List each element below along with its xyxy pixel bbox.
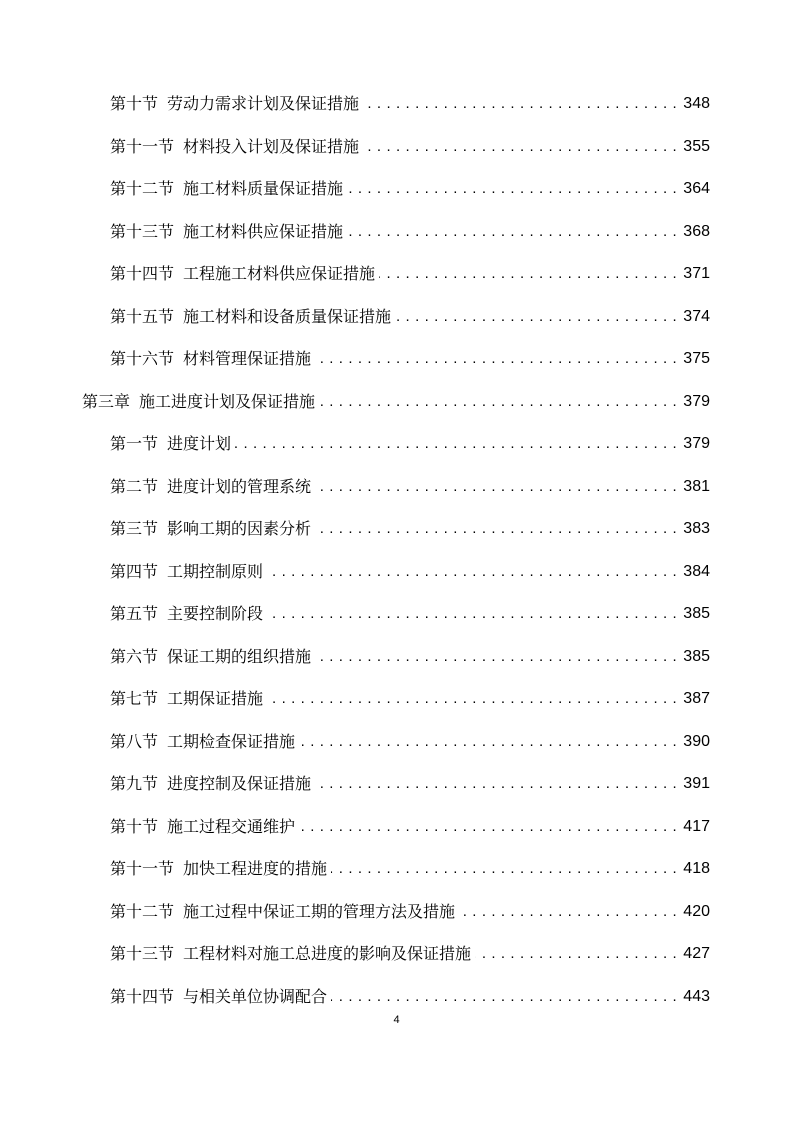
toc-dot-leader xyxy=(379,259,677,289)
toc-entry-number: 第一节 xyxy=(110,434,159,453)
toc-entry[interactable] xyxy=(110,344,710,374)
toc-entry[interactable] xyxy=(110,132,710,162)
toc-entry-title: 与相关单位协调配合 xyxy=(183,987,328,1006)
toc-entry-title: 进度计划 xyxy=(167,434,232,453)
toc-entry[interactable] xyxy=(110,217,710,247)
toc-dot-leader xyxy=(347,174,677,204)
toc-entry-number: 第十三节 xyxy=(110,222,175,241)
toc-entry[interactable] xyxy=(110,897,710,927)
toc-entry-title: 工期检查保证措施 xyxy=(167,732,296,751)
toc-dot-leader xyxy=(459,897,677,927)
toc-entry-page: 391 xyxy=(683,775,710,792)
toc-chapter-entry[interactable] xyxy=(82,387,710,417)
toc-entry-number: 第十节 xyxy=(110,817,159,836)
toc-entry-page: 379 xyxy=(683,393,710,410)
toc-entry[interactable] xyxy=(110,684,710,714)
toc-entry[interactable] xyxy=(110,89,710,119)
toc-entry-number: 第十节 xyxy=(110,94,159,113)
toc-dot-leader xyxy=(299,727,677,757)
toc-entry-title: 保证工期的组织措施 xyxy=(167,647,312,666)
toc-dot-leader xyxy=(267,557,677,587)
toc-entry-number: 第七节 xyxy=(110,689,159,708)
toc-entry-number: 第十五节 xyxy=(110,307,175,326)
toc-dot-leader xyxy=(267,684,677,714)
toc-entry-number: 第三章 xyxy=(82,392,131,411)
toc-entry-number: 第十六节 xyxy=(110,349,175,368)
toc-dot-leader xyxy=(315,514,677,544)
toc-entry-page: 418 xyxy=(683,860,710,877)
toc-dot-leader xyxy=(331,982,677,1012)
toc-entry-title: 进度控制及保证措施 xyxy=(167,774,312,793)
toc-entry-page: 364 xyxy=(683,180,710,197)
toc-entry-title: 施工材料和设备质量保证措施 xyxy=(183,307,392,326)
toc-entry-number: 第十一节 xyxy=(110,859,175,878)
toc-dot-leader xyxy=(331,854,677,884)
toc-entry-title: 影响工期的因素分析 xyxy=(167,519,312,538)
toc-dot-leader xyxy=(363,89,677,119)
toc-entry-page: 383 xyxy=(683,520,710,537)
toc-entry-title: 工程材料对施工总进度的影响及保证措施 xyxy=(183,944,472,963)
toc-dot-leader xyxy=(347,217,677,247)
toc-entry-page: 390 xyxy=(683,733,710,750)
toc-dot-leader xyxy=(363,132,677,162)
toc-entry-page: 355 xyxy=(683,138,710,155)
toc-entry-title: 施工进度计划及保证措施 xyxy=(139,392,316,411)
toc-entry-page: 384 xyxy=(683,563,710,580)
toc-entry-title: 加快工程进度的措施 xyxy=(183,859,328,878)
toc-entry[interactable] xyxy=(110,727,710,757)
toc-entry[interactable] xyxy=(110,472,710,502)
toc-entry-title: 施工材料供应保证措施 xyxy=(183,222,344,241)
toc-entry[interactable] xyxy=(110,599,710,629)
toc-dot-leader xyxy=(235,429,677,459)
toc-entry-page: 385 xyxy=(683,648,710,665)
page-number: 4 xyxy=(393,1014,400,1026)
toc-entry-title: 工程施工材料供应保证措施 xyxy=(183,264,376,283)
toc-entry-page: 385 xyxy=(683,605,710,622)
toc-dot-leader xyxy=(315,472,677,502)
toc-entry-page: 420 xyxy=(683,903,710,920)
toc-entry-page: 427 xyxy=(683,945,710,962)
toc-entry-number: 第十二节 xyxy=(110,902,175,921)
toc-entry-page: 368 xyxy=(683,223,710,240)
toc-entry-page: 371 xyxy=(683,265,710,282)
toc-entry-title: 工期保证措施 xyxy=(167,689,264,708)
toc-entry-page: 379 xyxy=(683,435,710,452)
toc-entry[interactable] xyxy=(110,302,710,332)
toc-entry-number: 第十四节 xyxy=(110,264,175,283)
toc-dot-leader xyxy=(319,387,677,417)
toc-entry[interactable] xyxy=(110,812,710,842)
toc-entry[interactable] xyxy=(110,642,710,672)
toc-entry[interactable] xyxy=(110,259,710,289)
toc-entry[interactable] xyxy=(110,769,710,799)
toc-entry-title: 施工材料质量保证措施 xyxy=(183,179,344,198)
toc-entry-number: 第十二节 xyxy=(110,179,175,198)
toc-entry-number: 第八节 xyxy=(110,732,159,751)
toc-dot-leader xyxy=(315,642,677,672)
toc-entry-number: 第三节 xyxy=(110,519,159,538)
toc-entry[interactable] xyxy=(110,174,710,204)
toc-dot-leader xyxy=(395,302,677,332)
toc-entry-page: 348 xyxy=(683,95,710,112)
toc-entry-page: 443 xyxy=(683,988,710,1005)
toc-entry-title: 主要控制阶段 xyxy=(167,604,264,623)
toc-entry-number: 第五节 xyxy=(110,604,159,623)
toc-entry-title: 施工过程中保证工期的管理方法及措施 xyxy=(183,902,456,921)
toc-entry-title: 施工过程交通维护 xyxy=(167,817,296,836)
toc-entry-number: 第九节 xyxy=(110,774,159,793)
toc-entry-title: 工期控制原则 xyxy=(167,562,264,581)
toc-entry-page: 375 xyxy=(683,350,710,367)
toc-entry[interactable] xyxy=(110,982,710,1012)
toc-dot-leader xyxy=(299,812,677,842)
toc-entry-number: 第四节 xyxy=(110,562,159,581)
toc-entry-number: 第十四节 xyxy=(110,987,175,1006)
toc-entry[interactable] xyxy=(110,854,710,884)
toc-entry-title: 材料投入计划及保证措施 xyxy=(183,137,360,156)
toc-entry-title: 劳动力需求计划及保证措施 xyxy=(167,94,360,113)
toc-entry-title: 材料管理保证措施 xyxy=(183,349,312,368)
toc-entry-number: 第六节 xyxy=(110,647,159,666)
toc-dot-leader xyxy=(315,344,677,374)
toc-entry-page: 381 xyxy=(683,478,710,495)
toc-entry[interactable] xyxy=(110,939,710,969)
toc-entry-title: 进度计划的管理系统 xyxy=(167,477,312,496)
toc-entry-page: 387 xyxy=(683,690,710,707)
toc-dot-leader xyxy=(475,939,677,969)
toc-dot-leader xyxy=(315,769,677,799)
toc-entry-number: 第二节 xyxy=(110,477,159,496)
toc-entry-page: 417 xyxy=(683,818,710,835)
toc-entry-number: 第十三节 xyxy=(110,944,175,963)
toc-entry[interactable] xyxy=(110,514,710,544)
toc-entry[interactable] xyxy=(110,557,710,587)
toc-entry[interactable] xyxy=(110,429,710,459)
toc-entry-page: 374 xyxy=(683,308,710,325)
toc-entry-number: 第十一节 xyxy=(110,137,175,156)
toc-dot-leader xyxy=(267,599,677,629)
